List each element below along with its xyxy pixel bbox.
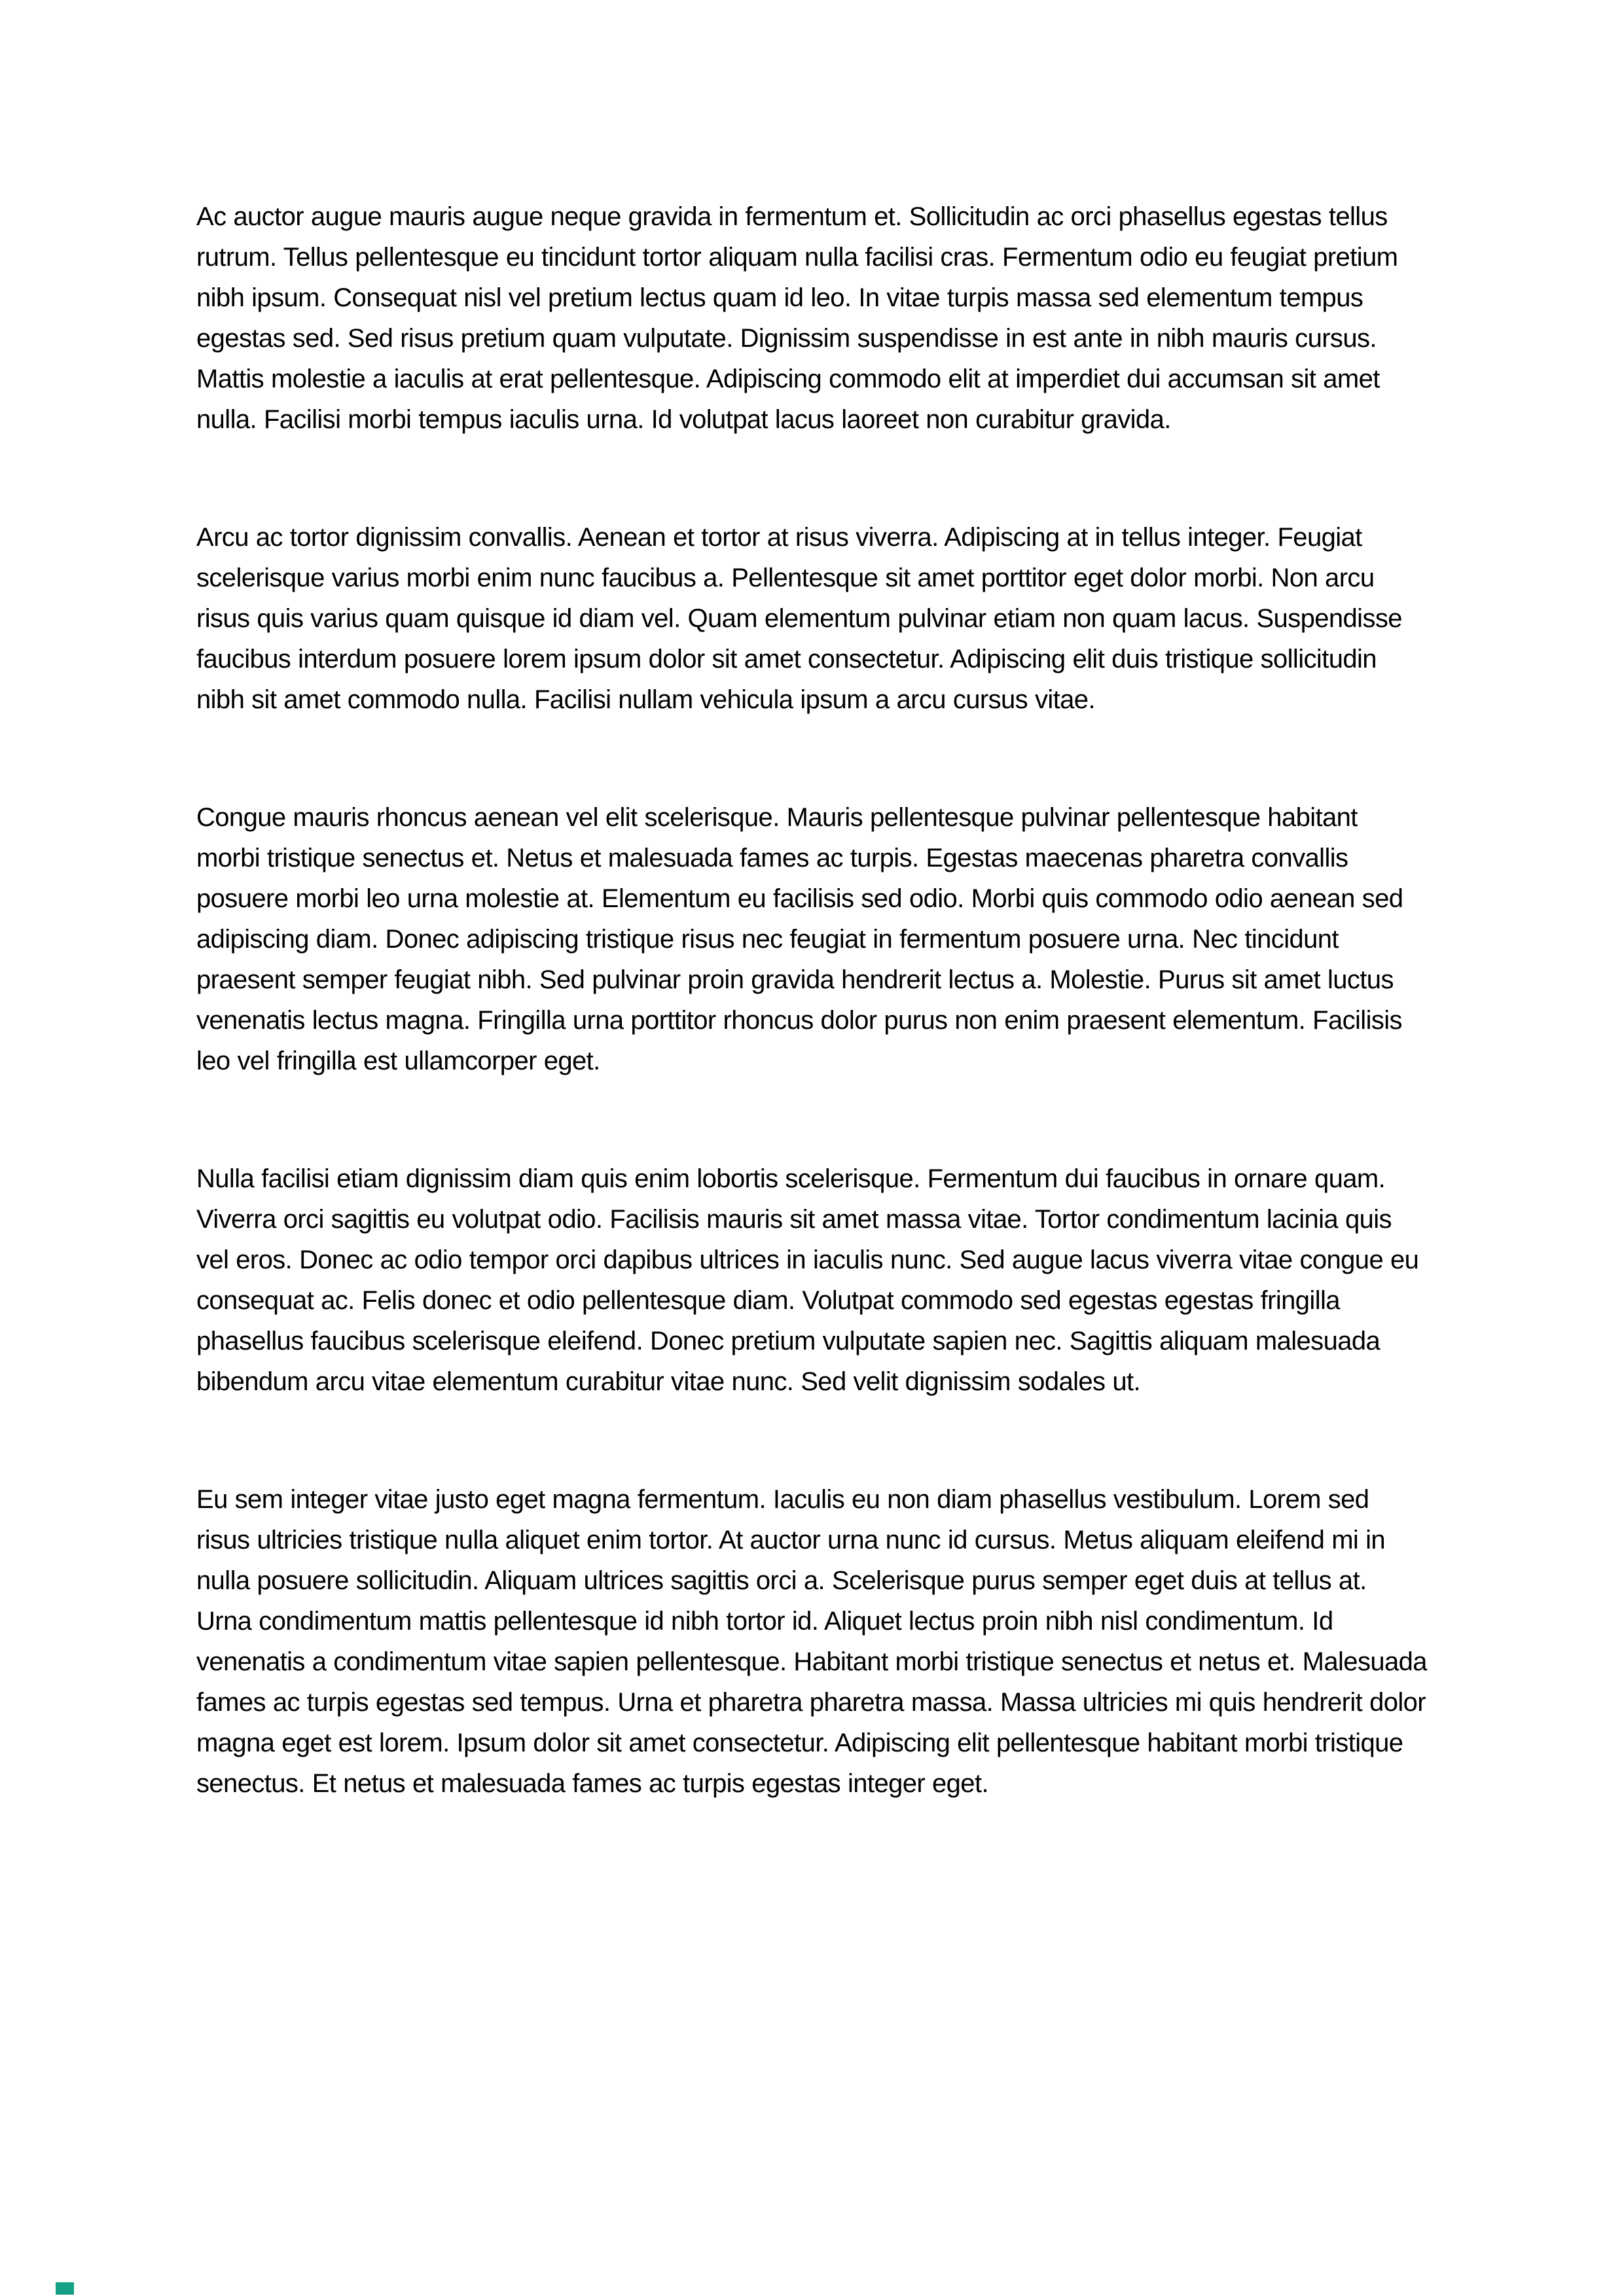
paragraph: Congue mauris rhoncus aenean vel elit scelerisque. Mauris pellentesque pulvinar pellentesque habitant morbi tristique senectus et. Netus et malesuada fames ac turpis. Egestas maecenas pharetra convallis posuere morbi leo urna molestie at. Elementum eu facilisis sed odio. Morbi quis commodo odio aenean sed adipiscing diam. Donec adipiscing tristique risus nec feugiat in fermentum posuere urna. Nec tincidunt praesent semper feugiat nibh. Sed pulvinar proin gravida hendrerit lectus a. Molestie. Purus sit amet luctus venenatis lectus magna. Fringilla urna porttitor rhoncus dolor purus non enim praesent elementum. Facilisis leo vel fringilla est ullamcorper eget. bbox=[196, 803, 1403, 1075]
paragraph: Eu sem integer vitae justo eget magna fermentum. Iaculis eu non diam phasellus vestibulum. Lorem sed risus ultricies tristique nulla aliquet enim tortor. At auctor urna nunc id cursus. Metus aliquam eleifend mi in nulla posuere sollicitudin. Aliquam ultrices sagittis orci a. Scelerisque purus semper eget duis at tellus at. Urna condimentum mattis pellentesque id nibh tortor id. Aliquet lectus proin nibh nisl condimentum. Id venenatis a condimentum vitae sapien pellentesque. Habitant morbi tristique senectus et netus et. Malesuada fames ac turpis egestas sed tempus. Urna et pharetra pharetra massa. Massa ultricies mi quis hendrerit dolor magna eget est lorem. Ipsum dolor sit amet consectetur. Adipiscing elit pellentesque habitant morbi tristique senectus. Et netus et malesuada fames ac turpis egestas integer eget. bbox=[196, 1485, 1427, 1798]
document-body bbox=[196, 196, 1428, 1804]
paragraph: Arcu ac tortor dignissim convallis. Aenean et tortor at risus viverra. Adipiscing at in tellus integer. Feugiat scelerisque varius morbi enim nunc faucibus a. Pellentesque sit amet porttitor eget dolor morbi. Non arcu risus quis varius quam quisque id diam vel. Quam elementum pulvinar etiam non quam lacus. Suspendisse faucibus interdum posuere lorem ipsum dolor sit amet consectetur. Adipiscing elit duis tristique sollicitudin nibh sit amet commodo nulla. Facilisi nullam vehicula ipsum a arcu cursus vitae. bbox=[196, 523, 1402, 714]
corner-mark bbox=[56, 2282, 74, 2295]
paragraph: Ac auctor augue mauris augue neque gravida in fermentum et. Sollicitudin ac orci phasellus egestas tellus rutrum. Tellus pellentesque eu tincidunt tortor aliquam nulla facilisi cras. Fermentum odio eu feugiat pretium nibh ipsum. Consequat nisl vel pretium lectus quam id leo. In vitae turpis massa sed elementum tempus egestas sed. Sed risus pretium quam vulputate. Dignissim suspendisse in est ante in nibh mauris cursus. Mattis molestie a iaculis at erat pellentesque. Adipiscing commodo elit at imperdiet dui accumsan sit amet nulla. Facilisi morbi tempus iaculis urna. Id volutpat lacus laoreet non curabitur gravida. bbox=[196, 202, 1398, 434]
paragraph: Nulla facilisi etiam dignissim diam quis enim lobortis scelerisque. Fermentum dui faucibus in ornare quam. Viverra orci sagittis eu volutpat odio. Facilisis mauris sit amet massa vitae. Tortor condimentum lacinia quis vel eros. Donec ac odio tempor orci dapibus ultrices in iaculis nunc. Sed augue lacus viverra vitae congue eu consequat ac. Felis donec et odio pellentesque diam. Volutpat commodo sed egestas egestas fringilla phasellus faucibus scelerisque eleifend. Donec pretium vulputate sapien nec. Sagittis aliquam malesuada bibendum arcu vitae elementum curabitur vitae nunc. Sed velit dignissim sodales ut. bbox=[196, 1164, 1419, 1396]
